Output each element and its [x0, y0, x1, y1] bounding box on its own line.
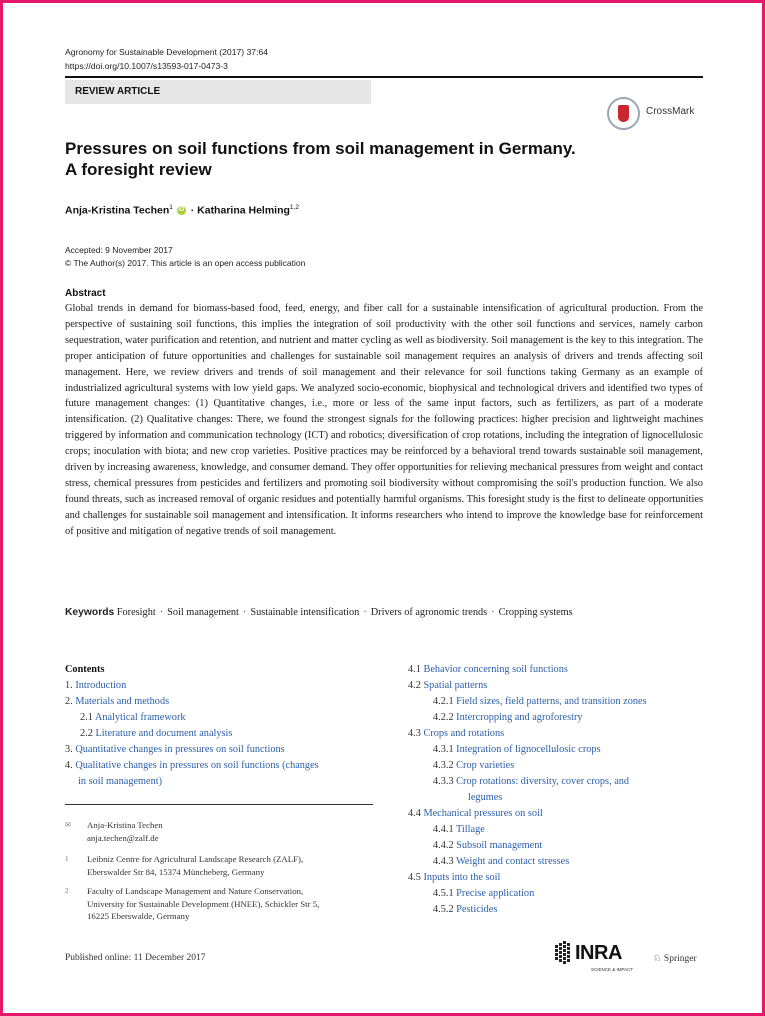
crossmark-label: CrossMark [646, 106, 695, 117]
license-text: The Author(s) 2017. This article is an open access publication [73, 258, 306, 268]
affiliation-mark: 2 [65, 887, 69, 895]
affiliation-line: 16225 Eberswalde, Germany [87, 911, 190, 921]
toc-item[interactable] [408, 662, 708, 678]
toc-number: 4.2.1 [433, 696, 454, 707]
contents-left-column [65, 662, 377, 790]
abstract-heading: Abstract [65, 288, 106, 299]
affiliation-line: Leibniz Centre for Agricultural Landscape Research (ZALF), [87, 854, 304, 864]
keyword-separator: · [242, 607, 247, 618]
toc-number: 4.3.3 [433, 776, 454, 787]
toc-number: 4.3.2 [433, 760, 454, 771]
toc-item[interactable] [408, 758, 708, 774]
crossmark-icon [607, 97, 640, 130]
toc-link[interactable]: Materials and methods [75, 696, 170, 707]
toc-item-continued[interactable] [408, 790, 708, 806]
toc-number: 4.5.1 [433, 888, 454, 899]
inra-tagline: SCIENCE & IMPACT [591, 967, 634, 972]
toc-number: 4.1 [408, 664, 421, 675]
toc-item[interactable] [408, 742, 708, 758]
toc-item[interactable] [408, 726, 708, 742]
toc-number: 4.4 [408, 808, 421, 819]
toc-number: 4.4.2 [433, 840, 454, 851]
footnote-rule [65, 804, 373, 805]
toc-link[interactable]: Precise application [456, 888, 535, 899]
toc-item[interactable] [65, 694, 377, 710]
keywords-label: Keywords [65, 607, 115, 618]
abstract-text: Global trends in demand for biomass-based food, feed, energy, and fiber call for a sustainable intensification of agricultural production. From the perspective of sustaining soil functions, this implies the integration of soil productivity with the other soil functions and services, namely carbon sequestration, water purification and retention, and nutrient and matter cycling as well as biodiversity. Soil management is the key to this integration. The proper anticipation of future opportunities and challenges for sustainable soil management requires an analysis of drivers and trends affecting soil management. Here, we review drivers and trends of soil management and their relevance for soil functions taking Germany as an example of industrialized agricultural systems with low yield gaps. We analyzed socio-economic, biophysical and technological drivers and identified two types of future management changes: (1) Quantitative changes, i.e., more or less of the same input factors, such as fertilizers, as part of a moderate intensification. (2) Qualitative changes: There, we found the strongest signals for the following practices: higher precision and lightweight machines triggered by information and communication technology (ICT) and robotics; diversification of crop rotations, including the integration of lignocellulosic crops; inoculation with biota; and new crop varieties. Positive practices may be reinforced by a behavioral trend towards sustainable soil management, driven by increasing awareness, knowledge, and consumer demand. They offer opportunities for relieving mechanical pressures from weight and contact stress, chemical pressures from pesticides and fertilizers and promoting soil biodiversity without compromising the soil's production function. We also found threats, such as increased removal of organic residues and potentially harmful organisms. This foresight study is the first to delineate opportunities and challenges for sustainable soil management and intensification. It informs researchers who intend to improve the knowledge base for reinforcement of positive and mitigation of negative trends of soil management. [65, 303, 703, 537]
toc-number: 4. [65, 760, 73, 771]
title-line-2: A foresight review [65, 160, 212, 179]
keyword: Cropping systems [498, 607, 573, 618]
toc-item[interactable] [65, 678, 377, 694]
toc-link[interactable]: Quantitative changes in pressures on soil functions [75, 744, 285, 755]
author-2-affiliation: 1,2 [289, 204, 299, 211]
keyword-separator: · [159, 607, 164, 618]
toc-item[interactable] [65, 758, 377, 774]
toc-link[interactable]: Crop rotations: diversity, cover crops, and [456, 776, 630, 787]
toc-link[interactable]: Spatial patterns [423, 680, 488, 691]
toc-link[interactable]: Mechanical pressures on soil [423, 808, 543, 819]
toc-item[interactable] [408, 838, 708, 854]
toc-link[interactable]: Analytical framework [94, 712, 186, 723]
author-1-affiliation: 1 [169, 204, 173, 211]
toc-number: 1. [65, 680, 73, 691]
toc-number: 4.3.1 [433, 744, 454, 755]
title-line-1: Pressures on soil functions from soil management in Germany. [65, 139, 576, 158]
inra-wordmark: INRA [575, 942, 622, 964]
keyword: Sustainable intensification [250, 607, 360, 618]
toc-number: 4.3 [408, 728, 421, 739]
toc-link[interactable]: Pesticides [456, 904, 498, 915]
toc-link[interactable]: Literature and document analysis [95, 728, 233, 739]
keyword: Foresight [116, 607, 156, 618]
keyword: Drivers of agronomic trends [370, 607, 488, 618]
contact-name: Anja-Kristina Techen [87, 820, 163, 830]
toc-number: 4.4.3 [433, 856, 454, 867]
mail-icon: ✉ [65, 821, 71, 829]
toc-item[interactable] [408, 870, 708, 886]
journal-header [65, 45, 268, 73]
toc-number: 2.2 [80, 728, 93, 739]
springer-wordmark: Springer [663, 954, 697, 964]
toc-link[interactable]: Introduction [75, 680, 127, 691]
license-line [65, 257, 305, 270]
toc-number: 4.2.2 [433, 712, 454, 723]
toc-item[interactable] [408, 678, 708, 694]
toc-number: 4.4.1 [433, 824, 454, 835]
keywords [65, 607, 573, 618]
toc-number: 3. [65, 744, 73, 755]
toc-item[interactable] [65, 742, 377, 758]
affiliation-line: University for Sustainable Development (HNEE), Schickler Str 5, [87, 898, 320, 909]
doi-link[interactable]: https://doi.org/10.1007/s13593-017-0473-3 [65, 61, 228, 71]
keyword: Soil management [167, 607, 239, 618]
toc-link[interactable]: Tillage [455, 824, 485, 835]
accepted-date: Accepted: 9 November 2017 [65, 245, 173, 255]
toc-number: 4.5.2 [433, 904, 454, 915]
toc-link[interactable]: Field sizes, field patterns, and transition zones [456, 696, 647, 707]
toc-link[interactable]: legumes [468, 792, 503, 803]
toc-item[interactable] [408, 694, 708, 710]
toc-number: 2. [65, 696, 73, 707]
toc-link[interactable]: Behavior concerning soil functions [423, 664, 568, 675]
contents-right-column [408, 662, 708, 918]
author-separator: · [190, 204, 195, 217]
toc-link[interactable]: Inputs into the soil [423, 872, 501, 883]
toc-item[interactable] [65, 726, 377, 742]
article-type-badge: REVIEW ARTICLE [65, 80, 371, 104]
crossmark-badge[interactable] [607, 95, 717, 131]
toc-item[interactable] [408, 854, 708, 870]
author-2[interactable]: Katharina Helming [197, 204, 290, 217]
toc-item[interactable] [408, 774, 708, 790]
toc-item[interactable] [65, 710, 377, 726]
springer-logo [653, 953, 697, 964]
toc-link[interactable]: Crop varieties [456, 760, 515, 771]
published-date: Published online: 11 December 2017 [65, 953, 206, 963]
header-rule [65, 76, 703, 78]
inra-logo [555, 939, 645, 979]
toc-item[interactable] [408, 902, 708, 918]
author-1[interactable]: Anja-Kristina Techen [65, 204, 170, 217]
toc-item-continued[interactable] [65, 774, 377, 790]
keyword-separator: · [363, 607, 367, 618]
toc-link[interactable]: Subsoil management [456, 840, 543, 851]
toc-item[interactable] [408, 822, 708, 838]
toc-number: 4.5 [408, 872, 421, 883]
article-page [3, 3, 762, 1013]
license-mark: © [65, 258, 72, 268]
toc-link[interactable]: in soil management) [78, 776, 163, 787]
contact-email[interactable]: anja.techen@zalf.de [87, 832, 159, 843]
toc-number: 4.2 [408, 680, 421, 691]
orcid-icon[interactable]: iD [178, 207, 185, 214]
author-list [65, 204, 299, 217]
article-title [65, 138, 665, 180]
toc-item[interactable] [408, 886, 708, 902]
toc-link[interactable]: Integration of lignocellulosic crops [456, 744, 601, 755]
affiliation-line: Faculty of Landscape Management and Nature Conservation, [87, 886, 304, 896]
toc-item[interactable] [408, 806, 708, 822]
springer-horse-icon: ♘ [653, 954, 662, 964]
article-meta [65, 244, 305, 270]
journal-citation: Agronomy for Sustainable Development (2017) 37:64 [65, 47, 269, 57]
toc-number: 2.1 [80, 712, 93, 723]
toc-item[interactable] [408, 710, 708, 726]
affiliation-line: Eberswalder Str 84, 15374 Müncheberg, Germany [87, 866, 265, 877]
toc-link[interactable]: Crops and rotations [423, 728, 505, 739]
toc-link[interactable]: Weight and contact stresses [455, 856, 570, 867]
affiliation-mark: 1 [65, 855, 69, 863]
keyword-separator: · [491, 607, 495, 618]
toc-link[interactable]: Intercropping and agroforestry [456, 712, 583, 723]
contents-heading: Contents [65, 664, 105, 675]
toc-link[interactable]: Qualitative changes in pressures on soil functions (changes [75, 760, 319, 771]
